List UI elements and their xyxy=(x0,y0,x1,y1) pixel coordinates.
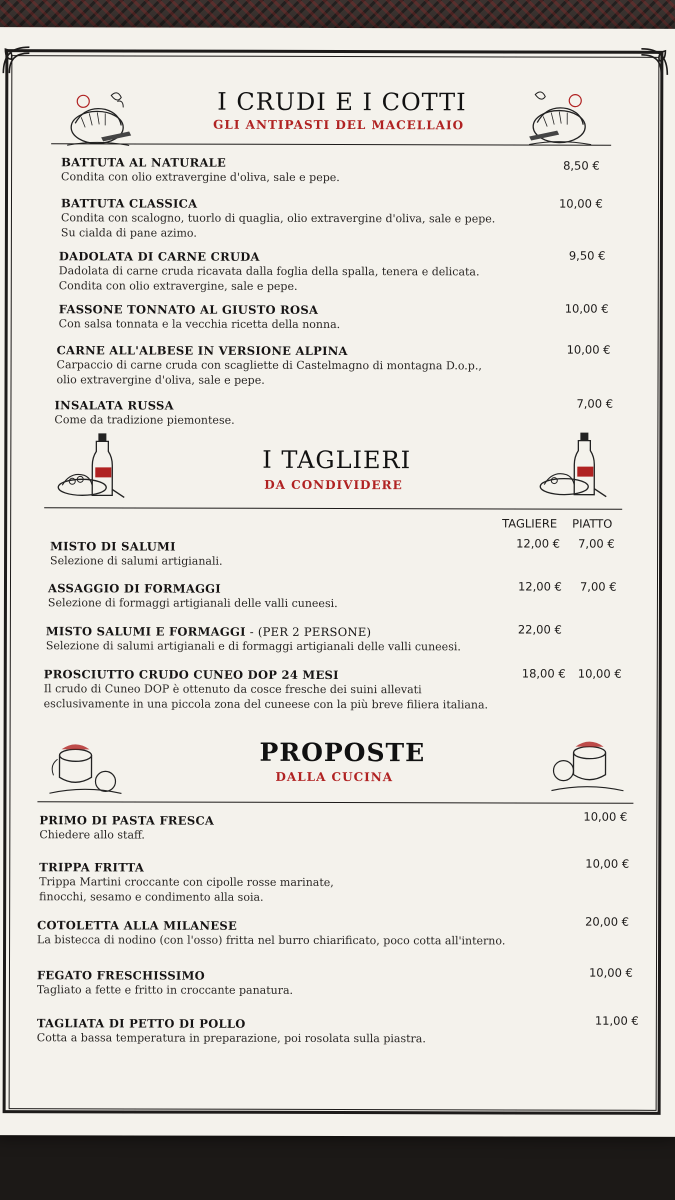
section-subtitle-taglieri: DA CONDIVIDERE xyxy=(264,477,403,493)
item-description: La bistecca di nodino (con l'osso) fritta nel burro chiarificato, poco cotta all'interno. xyxy=(37,933,506,948)
item-description: Selezione di salumi artigianali. xyxy=(50,554,223,568)
item-description: Il crudo di Cuneo DOP è ottenuto da cosce fresche dei suini allevati xyxy=(43,682,422,697)
item-price: 8,50 € xyxy=(563,158,600,173)
salumi-board-illustration-icon xyxy=(54,429,128,503)
item-price: 7,00 € xyxy=(576,396,614,411)
item-name: CARNE ALL'ALBESE IN VERSIONE ALPINA xyxy=(56,343,348,359)
item-price-tagliere: 12,00 € xyxy=(517,579,562,594)
item-price: 9,50 € xyxy=(568,248,606,263)
item-price: 10,00 € xyxy=(564,301,609,316)
item-description: Trippa Martini croccante con cipolle rosse marinate, xyxy=(39,875,334,889)
column-header-piatto: PIATTO xyxy=(572,516,613,531)
item-description: olio extravergine d'oliva, sale e pepe. xyxy=(56,373,265,387)
item-description: Con salsa tonnata e la vecchia ricetta della nonna. xyxy=(58,317,341,332)
item-name: FEGATO FRESCHISSIMO xyxy=(36,968,205,983)
corner-ornament-icon xyxy=(0,43,33,77)
item-name: TAGLIATA DI PETTO DI POLLO xyxy=(36,1016,246,1031)
item-price: 10,00 € xyxy=(585,856,630,871)
salumi-board-illustration-icon xyxy=(536,429,610,503)
item-description: esclusivamente in una piccola zona del cuneese con la più breve filiera italiana. xyxy=(43,697,489,712)
item-name: ASSAGGIO DI FORMAGGI xyxy=(47,581,222,596)
item-price: 10,00 € xyxy=(566,342,611,357)
item-name: BATTUTA AL NATURALE xyxy=(61,155,227,170)
item-description: Carpaccio di carne cruda con scagliette di Castelmagno di montagna D.o.p., xyxy=(56,358,482,373)
item-description: finocchi, sesamo e condimento alla soia. xyxy=(39,890,264,904)
section-title-crudi: I CRUDI E I COTTI xyxy=(217,87,467,117)
section-subtitle-proposte: DALLA CUCINA xyxy=(275,769,394,785)
item-name: COTOLETTA ALLA MILANESE xyxy=(37,918,238,933)
item-price-piatto: 7,00 € xyxy=(579,579,617,594)
kitchen-pot-illustration-icon xyxy=(547,735,627,801)
item-name: INSALATA RUSSA xyxy=(54,398,174,413)
item-description: Chiedere allo staff. xyxy=(39,828,145,842)
column-header-tagliere: TAGLIERE xyxy=(502,516,558,531)
table-background xyxy=(0,1130,675,1200)
item-name: PRIMO DI PASTA FRESCA xyxy=(39,813,215,828)
item-description: Come da tradizione piemontese. xyxy=(54,413,235,427)
item-price-tagliere: 12,00 € xyxy=(516,536,561,551)
section-title-proposte: PROPOSTE xyxy=(259,737,426,768)
item-price-piatto: 10,00 € xyxy=(577,666,622,681)
item-description: Dadolata di carne cruda ricavata dalla foglia della spalla, tenera e delicata. xyxy=(58,264,480,279)
butcher-meat-illustration-icon xyxy=(523,86,597,152)
item-name: TRIPPA FRITTA xyxy=(39,860,145,875)
item-description: Condita con scalogno, tuorlo di quaglia, olio extravergine d'oliva, sale e pepe. xyxy=(60,211,496,226)
item-name: DADOLATA DI CARNE CRUDA xyxy=(58,249,260,264)
item-price: 10,00 € xyxy=(558,196,603,211)
item-price: 11,00 € xyxy=(594,1013,639,1028)
kitchen-pot-illustration-icon xyxy=(45,737,125,803)
item-price: 10,00 € xyxy=(583,809,628,824)
item-price: 10,00 € xyxy=(588,965,633,980)
item-description: Selezione di salumi artigianali e di formaggi artigianali delle valli cuneesi. xyxy=(45,639,461,654)
item-name: MISTO DI SALUMI xyxy=(50,539,176,554)
section-title-taglieri: I TAGLIERI xyxy=(262,445,412,475)
item-name: BATTUTA CLASSICA xyxy=(60,196,198,211)
item-price-piatto: 7,00 € xyxy=(578,536,615,551)
item-name-text: MISTO SALUMI E FORMAGGI xyxy=(45,624,246,639)
item-note: - (PER 2 PERSONE) xyxy=(245,624,372,640)
item-name: PROSCIUTTO CRUDO CUNEO DOP 24 MESI xyxy=(43,667,339,683)
item-price: 20,00 € xyxy=(585,914,630,929)
item-price-tagliere: 18,00 € xyxy=(521,666,566,681)
item-description: Tagliato a fette e fritto in croccante panatura. xyxy=(36,983,294,997)
item-description: Selezione di formaggi artigianali delle valli cuneesi. xyxy=(47,596,338,611)
item-name: FASSONE TONNATO AL GIUSTO ROSA xyxy=(58,302,319,317)
item-description: Condita con olio extravergine d'oliva, sale e pepe. xyxy=(61,170,340,185)
menu-page xyxy=(0,27,675,1137)
item-description: Condita con olio extravergine, sale e pepe. xyxy=(58,279,298,293)
corner-ornament-icon xyxy=(637,45,671,79)
section-subtitle-crudi: GLI ANTIPASTI DEL MACELLAIO xyxy=(213,117,465,133)
item-name xyxy=(46,624,371,639)
item-price-tagliere: 22,00 € xyxy=(517,622,562,637)
item-description: Cotta a bassa temperatura in preparazione, poi rosolata sulla piastra. xyxy=(36,1031,426,1046)
item-description: Su cialda di pane azimo. xyxy=(60,226,197,240)
